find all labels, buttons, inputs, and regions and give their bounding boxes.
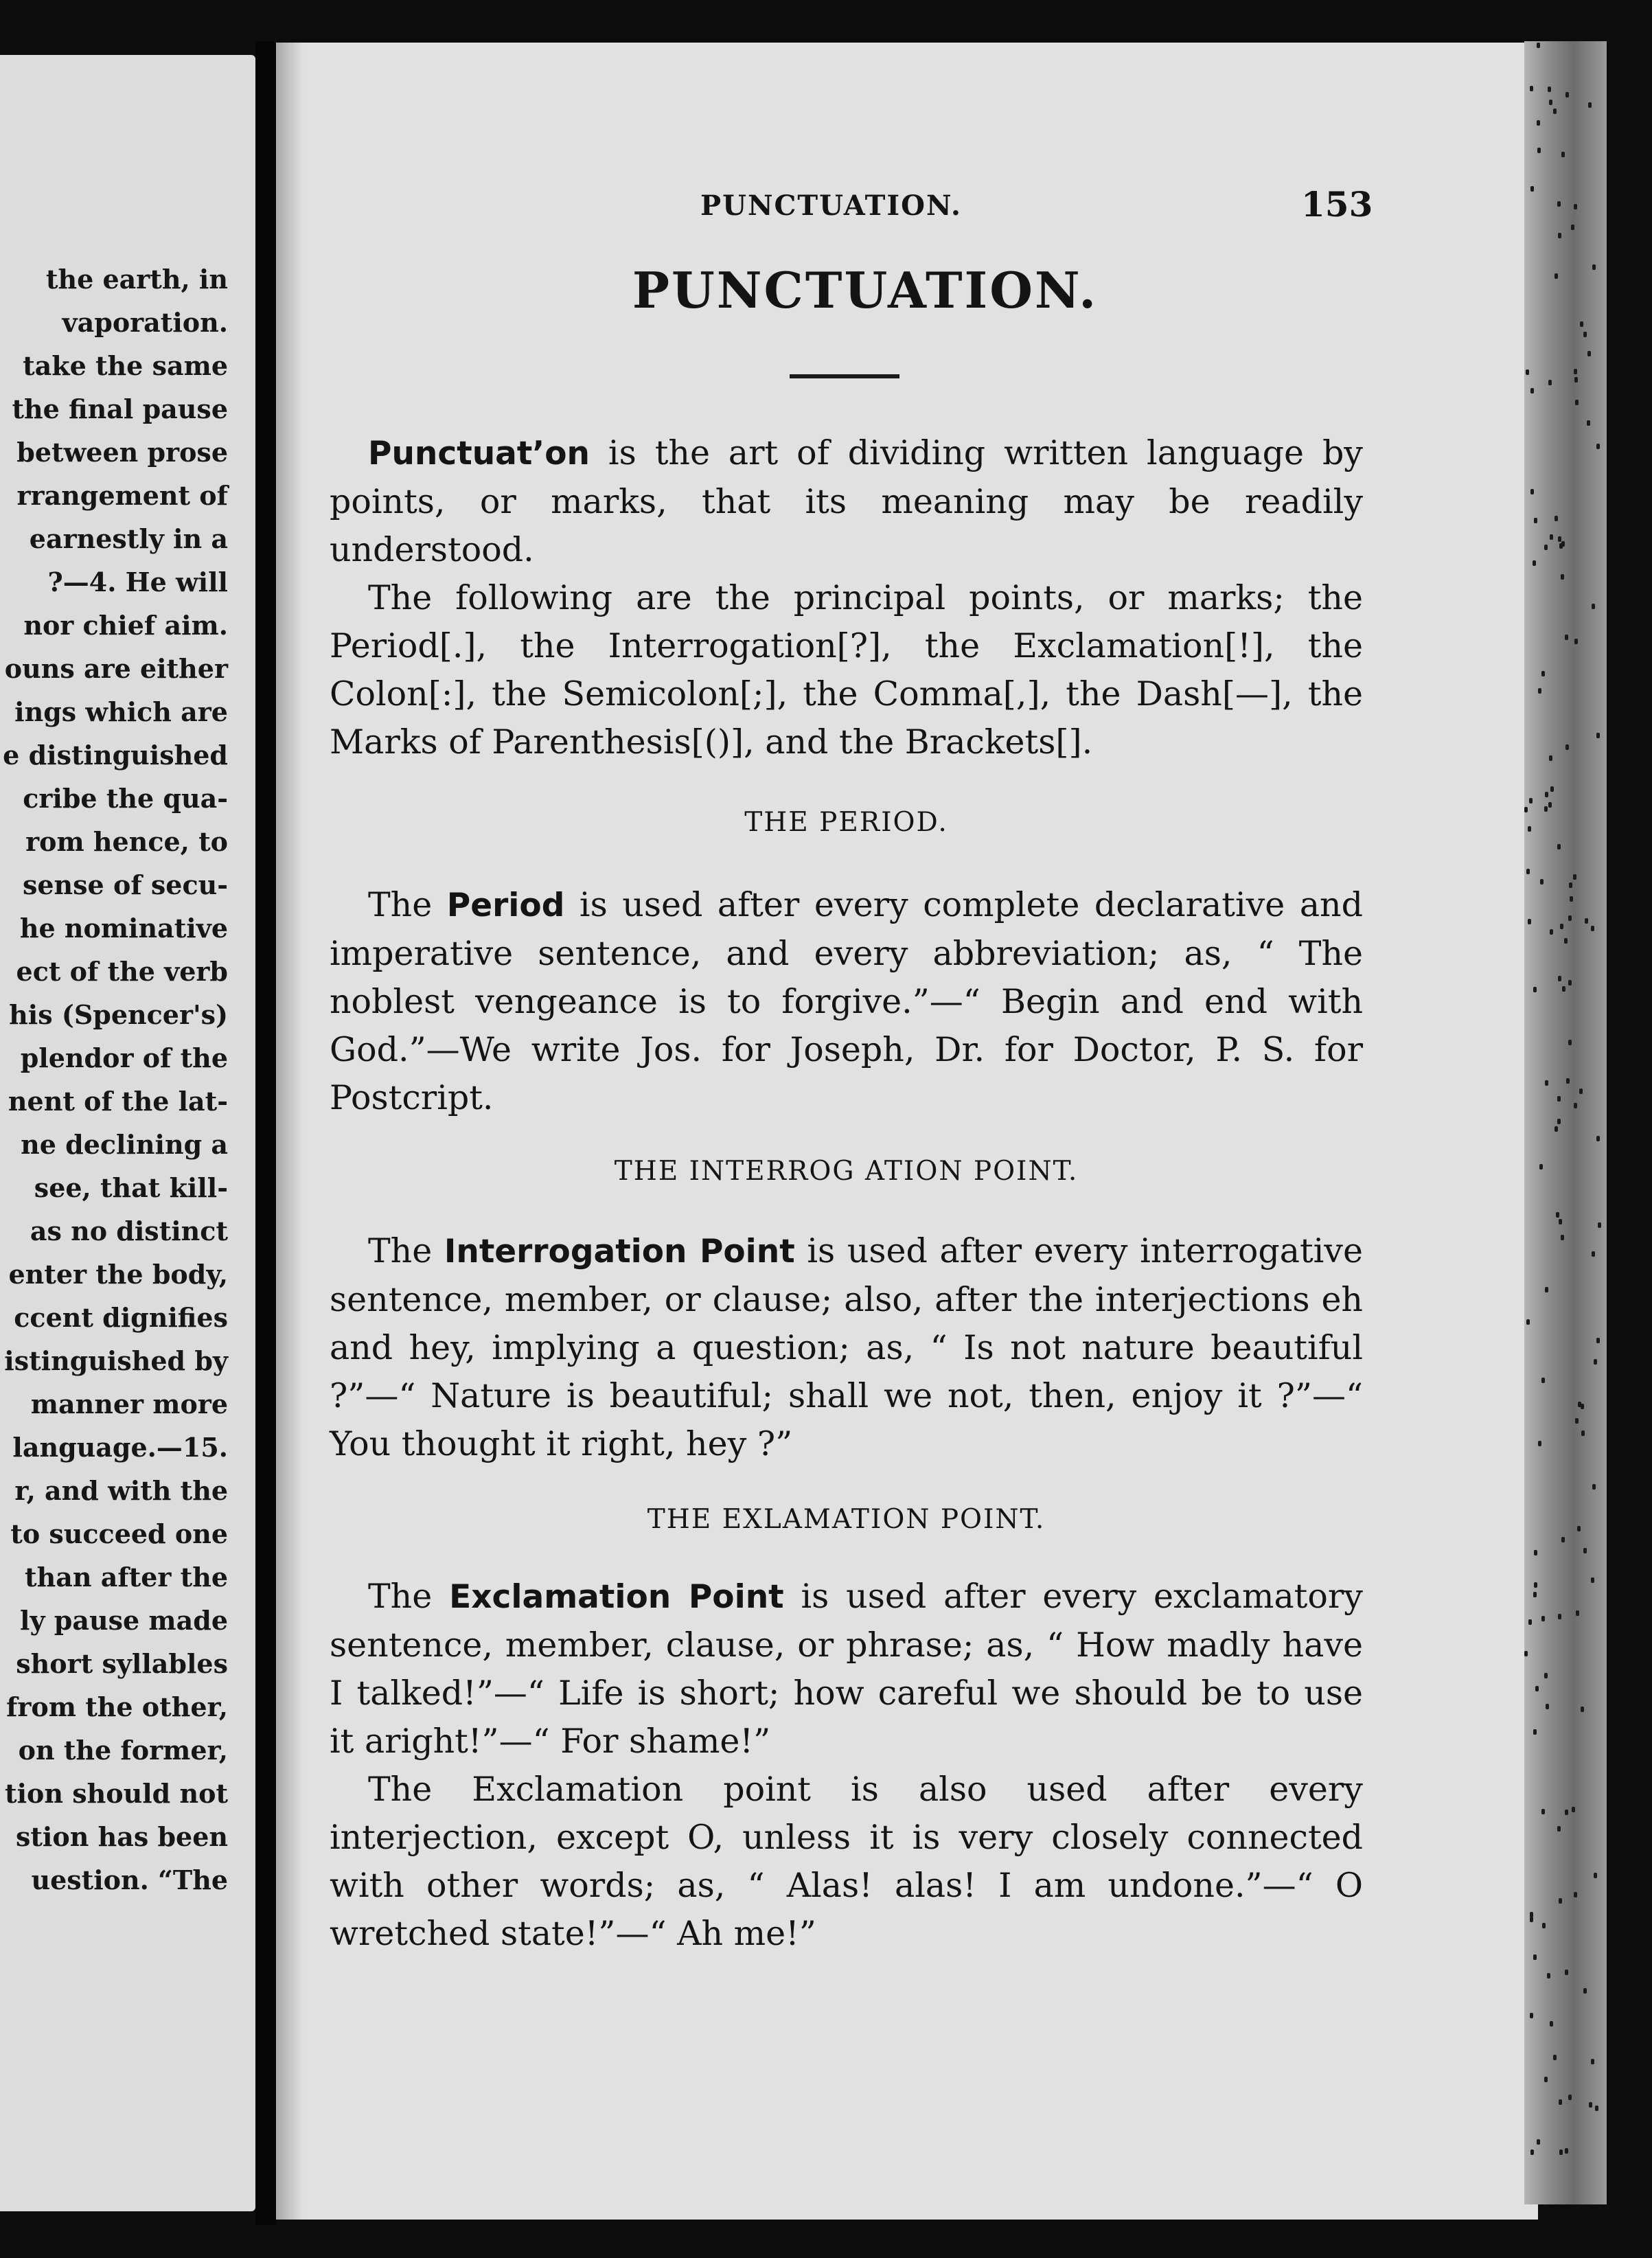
edge-speckle xyxy=(1580,321,1583,327)
edge-speckle xyxy=(1558,233,1561,238)
edge-speckle xyxy=(1545,1080,1548,1086)
edge-speckle xyxy=(1583,332,1587,337)
left-page-line: ccent dignifies xyxy=(14,1302,228,1333)
edge-speckle xyxy=(1572,1807,1575,1812)
edge-speckle xyxy=(1546,1704,1549,1709)
left-page-line: plendor of the xyxy=(20,1042,228,1073)
edge-speckle xyxy=(1557,1119,1561,1124)
edge-speckle xyxy=(1576,1610,1579,1616)
left-page-line: the earth, in xyxy=(45,264,228,295)
edge-speckle xyxy=(1596,1338,1600,1343)
edge-speckle xyxy=(1568,915,1572,921)
edge-speckle xyxy=(1533,560,1536,566)
exclamation-section xyxy=(330,1573,1363,1958)
edge-speckle xyxy=(1548,380,1552,385)
term-punctuation: Punctuat’on xyxy=(368,435,590,472)
edge-speckle xyxy=(1537,120,1540,126)
edge-speckle xyxy=(1530,186,1534,192)
edge-speckle xyxy=(1592,264,1596,270)
left-page-line: than after the xyxy=(25,1562,228,1593)
edge-speckle xyxy=(1533,1592,1537,1597)
edge-speckle xyxy=(1557,1096,1561,1102)
edge-speckle xyxy=(1559,543,1563,549)
edge-speckle xyxy=(1589,2102,1592,2108)
left-page-line: he nominative xyxy=(19,913,228,944)
left-page-line: ly pause made xyxy=(20,1605,228,1636)
edge-speckle xyxy=(1575,1418,1579,1424)
edge-speckle xyxy=(1561,574,1564,580)
left-page-line: r, and with the xyxy=(14,1475,228,1506)
edge-speckle xyxy=(1592,1251,1595,1257)
edge-speckle xyxy=(1569,882,1572,888)
edge-speckle xyxy=(1571,225,1574,230)
edge-speckle xyxy=(1574,1892,1577,1897)
edge-speckle xyxy=(1565,1810,1568,1815)
edge-speckle xyxy=(1568,980,1572,985)
edge-speckle xyxy=(1530,2149,1534,2155)
edge-speckle xyxy=(1561,1537,1565,1542)
edge-speckle xyxy=(1544,806,1548,812)
intro-section xyxy=(330,429,1363,766)
edge-speckle xyxy=(1548,802,1552,808)
left-page-line: his (Spencer's) xyxy=(9,999,228,1030)
edge-speckle xyxy=(1544,2077,1548,2082)
left-page-line: ne declining a xyxy=(21,1129,228,1160)
left-page-line: the final pause xyxy=(12,394,228,424)
edge-speckle xyxy=(1544,1673,1548,1678)
term-exclamation-point: Exclamation Point xyxy=(449,1578,784,1616)
edge-speckle xyxy=(1598,1222,1601,1228)
edge-speckle xyxy=(1559,1219,1562,1224)
interrogation-section xyxy=(330,1227,1363,1468)
edge-speckle xyxy=(1553,2055,1557,2060)
edge-speckle xyxy=(1541,671,1545,676)
edge-speckle xyxy=(1591,1577,1594,1583)
intro-paragraph-1-text: is the art of dividing written language by points, or marks, that its meaning may be readily understood. xyxy=(330,433,1363,569)
left-page-line: manner more xyxy=(30,1389,228,1419)
edge-speckle xyxy=(1550,786,1554,792)
edge-speckle xyxy=(1534,1550,1537,1555)
page-title: PUNCTUATION. xyxy=(632,261,1099,319)
edge-speckle xyxy=(1574,1103,1577,1108)
edge-speckle xyxy=(1561,152,1565,157)
edge-speckle xyxy=(1526,869,1530,874)
edge-speckle xyxy=(1585,918,1588,924)
edge-speckle xyxy=(1591,926,1594,931)
edge-speckle xyxy=(1550,2021,1553,2027)
interrogation-lead: The xyxy=(368,1231,444,1270)
edge-speckle xyxy=(1533,987,1537,992)
edge-speckle xyxy=(1530,2013,1533,2018)
page-edge xyxy=(1524,41,1607,2204)
left-page-line: see, that kill- xyxy=(34,1172,228,1203)
edge-speckle xyxy=(1581,1707,1584,1712)
edge-speckle xyxy=(1568,2095,1572,2100)
edge-speckle xyxy=(1596,1136,1600,1141)
edge-speckle xyxy=(1591,2059,1594,2064)
left-page-line: to succeed one xyxy=(10,1518,228,1549)
exclamation-heading: THE EXLAMATION POINT. xyxy=(647,1504,1046,1535)
edge-speckle xyxy=(1555,273,1558,279)
period-heading: THE PERIOD. xyxy=(744,807,948,838)
left-page-line: ouns are either xyxy=(4,653,228,684)
edge-speckle xyxy=(1568,1040,1572,1045)
left-page-line: language.—15. xyxy=(12,1432,228,1463)
edge-speckle xyxy=(1565,92,1569,98)
edge-speckle xyxy=(1545,1287,1548,1292)
left-page-line: between prose xyxy=(16,437,228,468)
edge-speckle xyxy=(1565,1970,1568,1975)
edge-speckle xyxy=(1524,807,1528,812)
left-page-line: ings which are xyxy=(14,696,228,727)
interrogation-paragraph xyxy=(330,1227,1363,1468)
term-interrogation-point: Interrogation Point xyxy=(444,1233,795,1270)
edge-speckle xyxy=(1549,100,1552,105)
period-section xyxy=(330,881,1363,1122)
exclamation-paragraph-2: The Exclamation point is also used after every interjection, except O, unless it is very closely connected with other words; as, “ Alas! alas! I am undone.”—“ O wretched state!”—“ Ah me!” xyxy=(330,1770,1363,1953)
edge-speckle xyxy=(1560,924,1563,929)
left-page-line: short syllables xyxy=(16,1648,228,1679)
left-page-line: istinguished by xyxy=(4,1345,228,1376)
left-facing-page xyxy=(0,55,255,2211)
left-page-line: tion should not xyxy=(5,1778,228,1809)
edge-speckle xyxy=(1565,744,1569,750)
edge-speckle xyxy=(1564,938,1568,944)
period-text: is used after every complete declarative and imperative sentence, and every abbreviation; as, “ The noblest vengeance is to forgive.”—“ Begin and end with God.”—We write Jos. for Joseph, Dr. for Doctor, P. S. for Postcript. xyxy=(330,885,1363,1117)
edge-speckle xyxy=(1534,1582,1537,1588)
edge-speckle xyxy=(1588,102,1592,108)
edge-speckle xyxy=(1573,874,1576,880)
edge-speckle xyxy=(1553,109,1557,114)
edge-speckle xyxy=(1530,86,1533,91)
edge-speckle xyxy=(1555,516,1558,521)
edge-speckle xyxy=(1526,369,1529,375)
left-page-line: ect of the verb xyxy=(16,956,228,987)
edge-speckle xyxy=(1556,1212,1559,1218)
edge-speckle xyxy=(1530,1917,1533,1922)
edge-speckle xyxy=(1575,400,1579,405)
edge-speckle xyxy=(1530,489,1534,494)
interrogation-text: is used after every interrogative sentence, member, or clause; also, after the interjections eh and hey, implying a question; as, “ Is not nature beautiful ?”—“ Nature is beautiful; shall we not, then, enjoy it ?”—“ You thought it right, hey ?” xyxy=(330,1231,1363,1463)
edge-speckle xyxy=(1542,1923,1546,1928)
edge-speckle xyxy=(1561,1235,1564,1240)
left-page-text xyxy=(0,258,255,1902)
left-page-line: cribe the qua- xyxy=(23,783,228,814)
edge-speckle xyxy=(1528,1619,1532,1625)
edge-speckle xyxy=(1587,351,1591,356)
edge-speckle xyxy=(1559,2099,1562,2105)
exclamation-text: is used after every exclamatory sentence, member, clause, or phrase; as, “ How madly have I talked!”—“ Life is short; how careful we should be to use it aright!”—“ For shame!” xyxy=(330,1577,1363,1761)
edge-speckle xyxy=(1594,1873,1597,1878)
edge-speckle xyxy=(1559,2149,1563,2155)
edge-speckle xyxy=(1541,1616,1545,1621)
edge-speckle xyxy=(1548,87,1551,92)
left-page-line: on the former, xyxy=(18,1735,228,1766)
intro-paragraph-1 xyxy=(330,429,1363,574)
left-page-line: as no distinct xyxy=(30,1216,228,1246)
edge-speckle xyxy=(1566,1078,1570,1084)
edge-speckle xyxy=(1558,536,1561,542)
left-page-line: earnestly in a xyxy=(29,523,228,554)
edge-speckle xyxy=(1538,688,1541,694)
edge-speckle xyxy=(1574,204,1577,209)
edge-speckle xyxy=(1534,518,1537,523)
left-page-line: e distinguished xyxy=(3,740,228,771)
left-page-line: nor chief aim. xyxy=(23,610,228,641)
left-page-line: vaporation. xyxy=(62,307,228,338)
edge-speckle xyxy=(1529,798,1533,803)
edge-speckle xyxy=(1541,1378,1545,1383)
edge-speckle xyxy=(1544,545,1548,550)
period-lead: The xyxy=(368,885,447,924)
left-page-line: stion has been xyxy=(15,1821,228,1852)
left-page-line: sense of secu- xyxy=(22,869,228,900)
edge-speckle xyxy=(1530,388,1534,394)
edge-speckle xyxy=(1595,2106,1598,2111)
edge-speckle xyxy=(1524,1651,1528,1656)
edge-speckle xyxy=(1550,534,1553,540)
edge-speckle xyxy=(1581,1430,1585,1436)
edge-speckle xyxy=(1574,377,1578,383)
left-page-line: enter the body, xyxy=(8,1259,228,1290)
left-page-line: ?—4. He will xyxy=(47,567,228,597)
edge-speckle xyxy=(1596,444,1600,449)
edge-speckle xyxy=(1558,1614,1561,1619)
edge-speckle xyxy=(1537,2139,1540,2145)
edge-speckle xyxy=(1537,43,1540,48)
book-gutter xyxy=(255,41,276,2225)
edge-speckle xyxy=(1533,1954,1537,1960)
exclamation-lead: The xyxy=(368,1577,450,1616)
left-page-line: rom hence, to xyxy=(25,826,228,857)
left-page-line: uestion. “The xyxy=(31,1864,228,1895)
term-period: Period xyxy=(446,887,565,924)
edge-speckle xyxy=(1549,755,1552,761)
edge-speckle xyxy=(1574,639,1578,644)
spine-shadow xyxy=(276,43,303,2220)
edge-speckle xyxy=(1528,919,1531,924)
edge-speckle xyxy=(1583,1548,1587,1553)
left-page-line: rrangement of xyxy=(16,480,228,511)
edge-speckle xyxy=(1533,1729,1537,1735)
edge-speckle xyxy=(1550,929,1553,935)
exclamation-paragraph-1 xyxy=(330,1573,1363,1766)
edge-speckle xyxy=(1526,1319,1530,1325)
edge-speckle xyxy=(1557,1826,1561,1832)
edge-speckle xyxy=(1570,896,1573,902)
intro-paragraph-2: The following are the principal points, or marks; the Period[.], the Interrogation[?], the Exclamation[!], the Colon[:], the Semicolon[;], the Comma[,], the Dash[—], the Marks of Parenthesis[()], and the Brackets[]. xyxy=(330,578,1363,762)
edge-speckle xyxy=(1565,635,1568,640)
running-head: PUNCTUATION. xyxy=(700,190,962,222)
left-page-line: nent of the lat- xyxy=(8,1086,228,1117)
period-paragraph xyxy=(330,881,1363,1122)
edge-speckle xyxy=(1577,1526,1581,1531)
edge-speckle xyxy=(1579,1088,1583,1094)
edge-speckle xyxy=(1574,369,1577,374)
edge-speckle xyxy=(1535,1686,1539,1691)
edge-speckle xyxy=(1594,1359,1597,1365)
edge-speckle xyxy=(1540,879,1544,885)
interrogation-heading: THE INTERROG ATION POINT. xyxy=(614,1156,1079,1187)
title-rule xyxy=(790,374,899,378)
edge-speckle xyxy=(1583,1988,1587,1994)
edge-speckle xyxy=(1565,2148,1568,2154)
left-page-line: from the other, xyxy=(6,1691,228,1722)
edge-speckle xyxy=(1558,976,1561,981)
edge-speckle xyxy=(1592,604,1595,609)
edge-speckle xyxy=(1559,1898,1562,1904)
edge-speckle xyxy=(1555,1126,1558,1132)
edge-speckle xyxy=(1587,420,1590,426)
edge-speckle xyxy=(1537,148,1541,153)
edge-speckle xyxy=(1596,733,1600,738)
edge-speckle xyxy=(1547,1973,1550,1978)
edge-speckle xyxy=(1592,1484,1596,1490)
edge-speckle xyxy=(1557,844,1561,849)
edge-speckle xyxy=(1545,792,1548,797)
edge-speckle xyxy=(1578,1402,1581,1407)
edge-speckle xyxy=(1539,1164,1543,1170)
edge-speckle xyxy=(1541,1809,1545,1814)
edge-speckle xyxy=(1562,986,1565,992)
left-page-line: take the same xyxy=(23,350,228,381)
edge-speckle xyxy=(1538,1441,1541,1446)
page-number: 153 xyxy=(1301,184,1373,225)
edge-speckle xyxy=(1557,201,1561,207)
edge-speckle xyxy=(1528,826,1531,832)
